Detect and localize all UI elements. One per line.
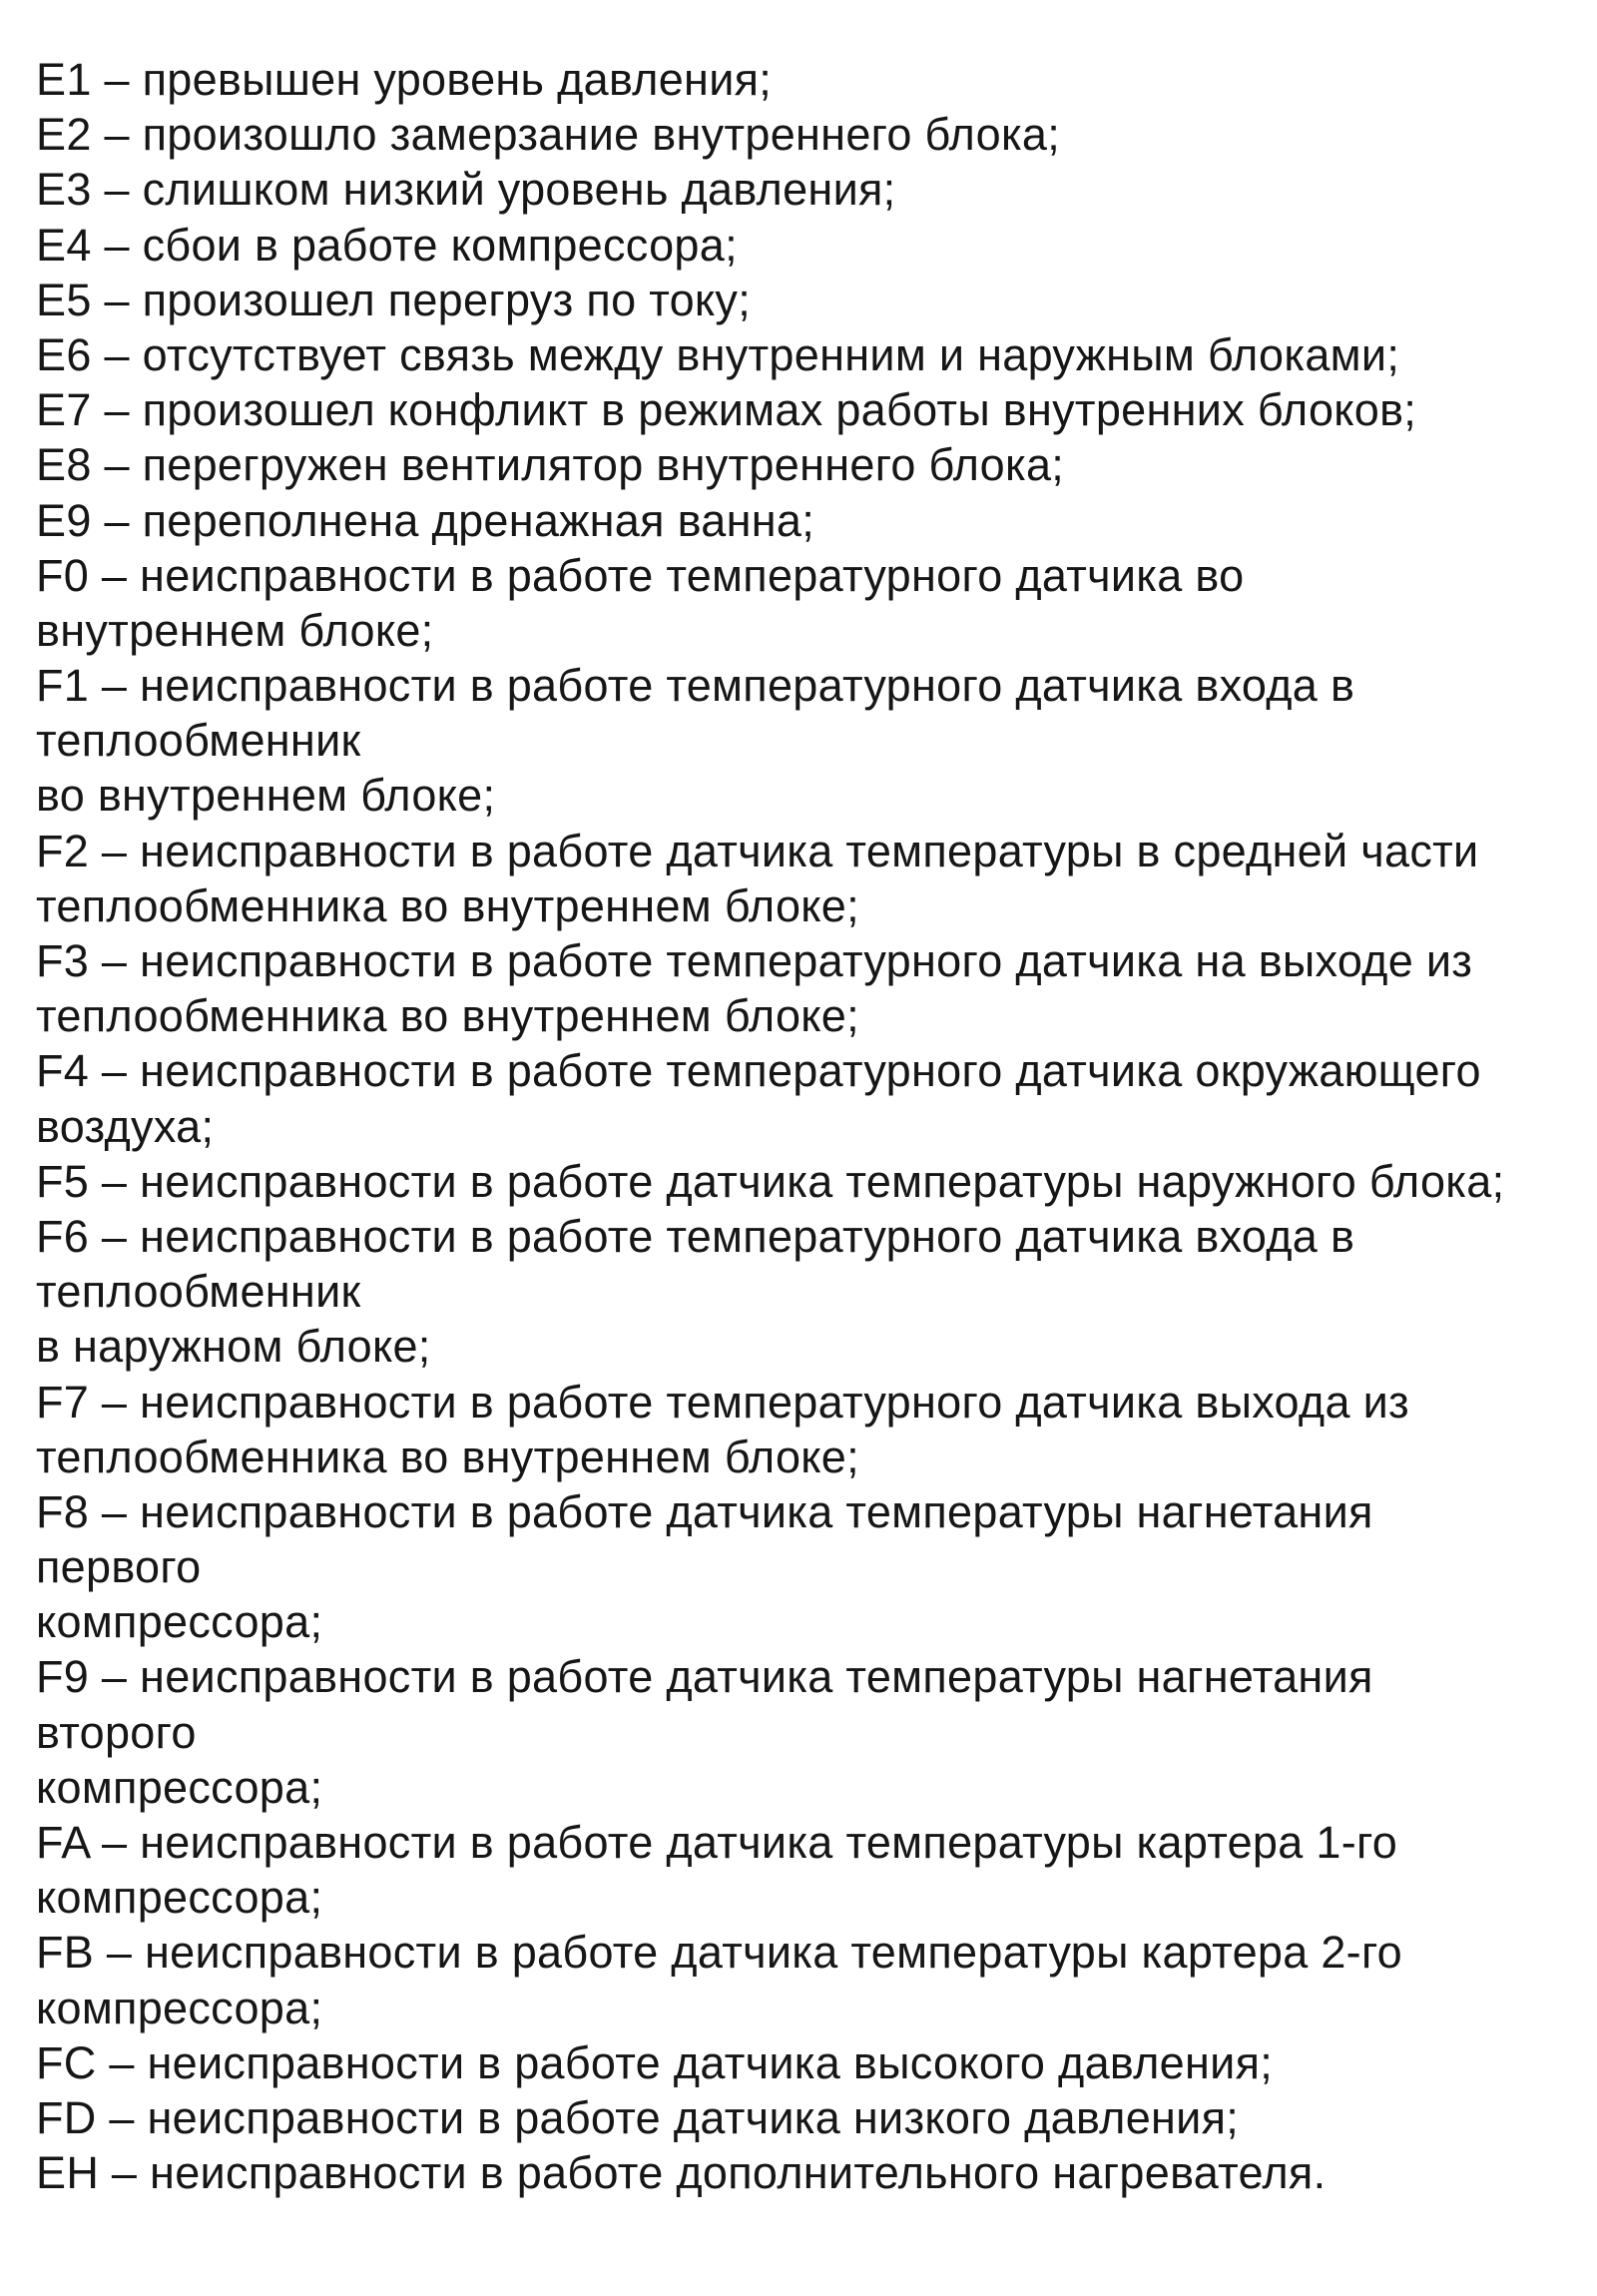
text-line: FB – неисправности в работе датчика температуры картера 2-го — [36, 1927, 1403, 1979]
text-line: теплообменника во внутреннем блоке; — [36, 990, 859, 1042]
text-line: теплообменника во внутреннем блоке; — [36, 1431, 859, 1482]
text-line: E3 – слишком низкий уровень давления; — [36, 164, 896, 216]
text-line: F5 – неисправности в работе датчика температуры наружного блока; — [36, 1155, 1505, 1207]
text-line: E4 – сбои в работе компрессора; — [36, 219, 738, 271]
text-line: компрессора; — [36, 1982, 323, 2033]
text-line: EH – неисправности в работе дополнительного нагревателя. — [36, 2147, 1327, 2199]
text-line: E2 – произошло замерзание внутреннего блока; — [36, 109, 1061, 161]
text-line: компрессора; — [36, 1872, 323, 1924]
text-line: во внутреннем блоке; — [36, 770, 496, 822]
text-line: FC – неисправности в работе датчика высокого давления; — [36, 2036, 1274, 2088]
text-line: теплообменника во внутреннем блоке; — [36, 879, 859, 931]
text-line: воздуха; — [36, 1100, 215, 1152]
text-line: E5 – произошел перегруз по току; — [36, 274, 752, 325]
text-line: в наружном блоке; — [36, 1321, 431, 1373]
text-line: второго — [36, 1706, 197, 1758]
text-line: F9 – неисправности в работе датчика температуры нагнетания — [36, 1651, 1373, 1703]
text-line: первого — [36, 1541, 202, 1593]
text-line: F3 – неисправности в работе температурного датчика на выходе из — [36, 935, 1473, 986]
text-line: внутреннем блоке; — [36, 604, 434, 656]
error-code-list — [36, 52, 1593, 2200]
text-line: F4 – неисправности в работе температурного датчика окружающего — [36, 1045, 1481, 1097]
text-line: E9 – переполнена дренажная ванна; — [36, 494, 815, 546]
text-line: F1 – неисправности в работе температурного датчика входа в — [36, 660, 1355, 712]
text-line: E8 – перегружен вентилятор внутреннего блока; — [36, 439, 1065, 491]
text-line: F0 – неисправности в работе температурного датчика во — [36, 549, 1245, 601]
text-line: теплообменник — [36, 1266, 361, 1318]
text-line: F8 – неисправности в работе датчика температуры нагнетания — [36, 1485, 1373, 1537]
text-line: компрессора; — [36, 1761, 323, 1813]
text-line: F7 – неисправности в работе температурного датчика выхода из — [36, 1376, 1409, 1428]
text-line: F6 – неисправности в работе температурного датчика входа в — [36, 1210, 1355, 1262]
text-line: E6 – отсутствует связь между внутренним и наружным блоками; — [36, 328, 1400, 380]
text-line: E7 – произошел конфликт в режимах работы внутренних блоков; — [36, 384, 1417, 436]
text-line: F2 – неисправности в работе датчика температуры в средней части — [36, 825, 1479, 876]
text-line: компрессора; — [36, 1596, 323, 1648]
text-line: FA – неисправности в работе датчика температуры картера 1-го — [36, 1817, 1398, 1868]
text-line: E1 – превышен уровень давления; — [36, 54, 773, 105]
text-line: FD – неисправности в работе датчика низкого давления; — [36, 2091, 1240, 2143]
text-line: теплообменник — [36, 715, 361, 767]
